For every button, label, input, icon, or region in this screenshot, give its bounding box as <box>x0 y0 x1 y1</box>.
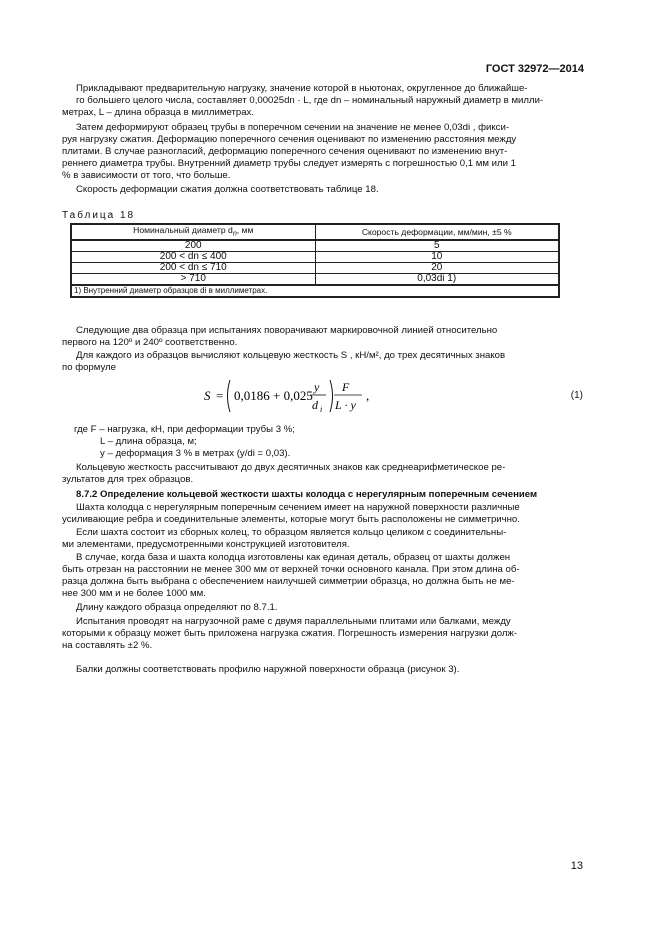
text-line: Если шахта состоит из сборных колец, то образцом является кольцо целиком с соединительны- <box>76 527 507 538</box>
table-header-cell: Скорость деформации, мм/мин, ±5 % <box>315 224 559 240</box>
text-line: Для каждого из образцов вычисляют кольцевую жесткость S , кН/м², до трех десятичных знаков <box>76 350 506 361</box>
svg-text:0,0186 + 0,025: 0,0186 + 0,025 <box>234 388 313 403</box>
table-cell: 200 <box>71 240 315 252</box>
svg-text:y: y <box>314 380 320 394</box>
svg-text:d: d <box>312 398 318 412</box>
text-line: нее 300 мм и не более 1000 мм. <box>62 588 206 600</box>
text-line: по формуле <box>62 362 116 374</box>
text-line: реннего диаметра трубы. Внутренний диаметр трубы следует измерять с погрешностью 0,1 мм или 1 <box>62 158 516 170</box>
table-cell: 20 <box>315 262 559 273</box>
table-row <box>71 262 559 273</box>
svg-text:S: S <box>204 388 211 403</box>
table-cell: > 710 <box>71 273 315 285</box>
table-note-row <box>71 285 559 297</box>
table-row <box>71 240 559 252</box>
text-line: го большего целого числа, составляет 0,00025dn · L, где dn – номинальный наружный диаметр в милли- <box>76 95 544 107</box>
page-number: 13 <box>570 860 583 872</box>
text-line: метрах, L – длина образца в миллиметрах. <box>62 107 255 119</box>
paragraph-irregular <box>62 502 582 526</box>
document-header: ГОСТ 32972—2014 <box>485 63 584 75</box>
table-header-cell: Номинальный диаметр $d_n$, мм <box>71 224 315 240</box>
table-row <box>71 273 559 285</box>
paragraph-stiffness <box>62 350 582 374</box>
formula-legend <box>62 424 582 460</box>
paragraph-preload <box>62 83 582 119</box>
text-line: зультатов для трех образцов. <box>62 474 194 486</box>
svg-text:,: , <box>366 388 370 403</box>
table-cell: 200 < dn ≤ 710 <box>71 262 315 273</box>
paragraph-test-frame <box>62 616 582 652</box>
text-line: усиливающие ребра и соединительные элементы, которые могут быть расположены не симметрично. <box>62 514 520 526</box>
paragraph-speed: Скорость деформации сжатия должна соответствовать таблице 18. <box>76 184 379 195</box>
text-line: где F – нагрузка, кН, при деформации трубы 3 %; <box>74 424 295 435</box>
text-line: руя нагрузку сжатия. Деформацию поперечного сечения оценивают по изменению расстояния между <box>62 134 517 146</box>
table-cell: 10 <box>315 251 559 262</box>
text-line: первого на 120º и 240º соответственно. <box>62 337 238 349</box>
paragraph-average <box>62 462 582 486</box>
text-line: y – деформация 3 % в метрах (y/di = 0,03). <box>100 448 291 460</box>
paragraph-deformation <box>62 122 582 182</box>
table-row <box>71 251 559 262</box>
paragraph-length: Длину каждого образца определяют по 8.7.1. <box>76 602 278 613</box>
text-line: Испытания проводят на нагрузочной раме с двумя параллельными плитами или балками, между <box>76 616 511 627</box>
text-line: Затем деформируют образец трубы в поперечном сечении на значение не менее 0,03di , фикси- <box>76 122 510 133</box>
text-line: разца должна быть выбрана с обеспечением наилучшей симметрии образца, но должна быть не ме- <box>62 576 515 588</box>
text-line: % в зависимости от того, что больше. <box>62 170 231 182</box>
text-line: которыми к образцу может быть приложена нагрузка сжатия. Погрешность измерения нагрузки долж- <box>62 628 518 640</box>
table-header-row <box>71 224 559 240</box>
svg-text:L · y: L · y <box>335 398 356 412</box>
paragraph-single-part <box>62 552 582 600</box>
svg-text:F: F <box>342 380 350 394</box>
formula-ring-stiffness <box>200 374 400 418</box>
svg-text:=: = <box>216 388 224 403</box>
paragraph-beams: Балки должны соответствовать профилю наружной поверхности образца (рисунок 3). <box>76 664 460 675</box>
text-line: плитами. В случае разногласий, деформацию поперечного сечения оценивают по изменению внут- <box>62 146 508 158</box>
paragraph-rotation <box>62 325 582 349</box>
text-line: Прикладывают предварительную нагрузку, значение которой в ньютонах, округленное до ближайше- <box>76 83 528 94</box>
text-line: ми элементами, предусмотренными конструкцией изготовителя. <box>62 539 350 551</box>
text-line: L – длина образца, м; <box>100 436 197 448</box>
table-caption: Таблица 18 <box>62 210 136 221</box>
formula-number: (1) <box>570 390 583 401</box>
text-line: быть отрезан на расстоянии не менее 300 мм от верхней точки основного канала. При этом длина об- <box>62 564 520 576</box>
table-cell: 0,03di 1) <box>315 273 559 285</box>
paragraph-rings <box>62 527 582 551</box>
table-cell: 5 <box>315 240 559 252</box>
text-line: Кольцевую жесткость рассчитывают до двух десятичных знаков как среднеарифметическое ре- <box>76 462 506 473</box>
text-line: В случае, когда база и шахта колодца изготовлены как единая деталь, образец от шахты должен <box>76 552 511 563</box>
table-cell: 200 < dn ≤ 400 <box>71 251 315 262</box>
text-line: на составлять ±2 %. <box>62 640 153 652</box>
svg-text:i: i <box>320 405 323 414</box>
table-note: 1) Внутренний диаметр образцов di в миллиметрах. <box>71 285 559 297</box>
section-heading: 8.7.2 Определение кольцевой жесткости шахты колодца с нерегулярным поперечным сечением <box>76 489 538 500</box>
table-18 <box>70 223 560 298</box>
text-line: Следующие два образца при испытаниях поворачивают маркировочной линией относительно <box>76 325 498 336</box>
text-line: Шахта колодца с нерегулярным поперечным сечением имеет на наружной поверхности различные <box>76 502 520 513</box>
